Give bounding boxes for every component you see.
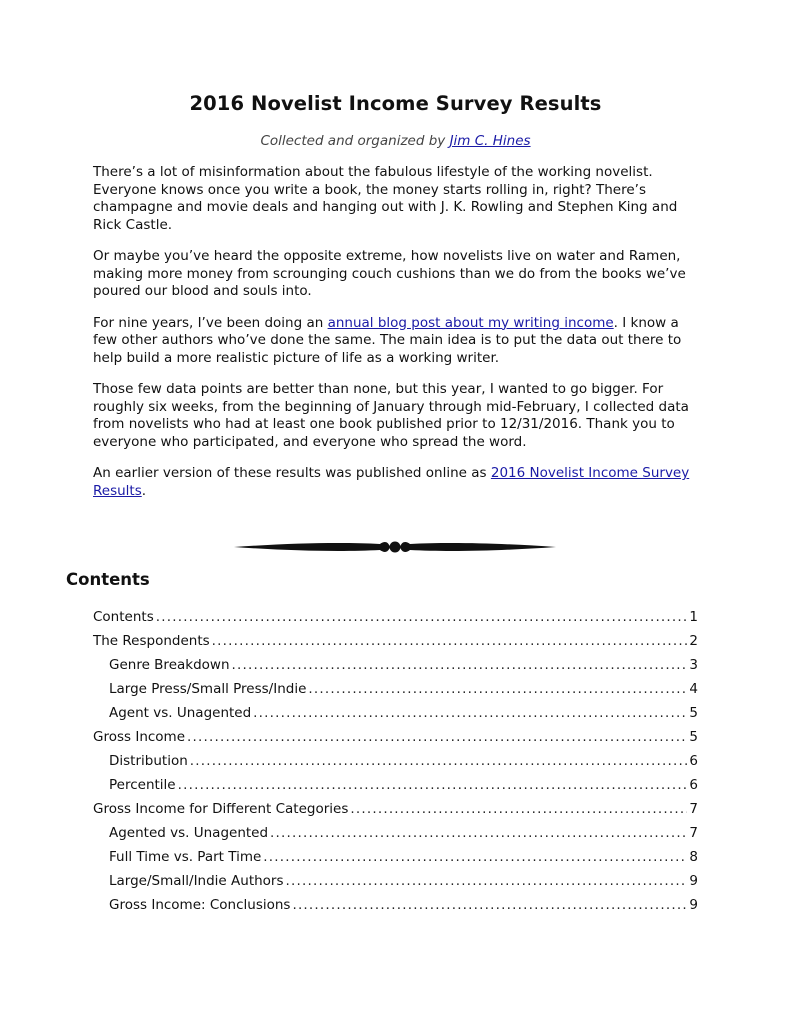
toc-entry-label: Percentile	[109, 777, 176, 793]
toc-entry-page: 7	[689, 801, 698, 817]
toc-entry-label: Agented vs. Unagented	[109, 825, 269, 841]
toc-entry-page: 1	[689, 609, 698, 625]
toc-entry-label: Full Time vs. Part Time	[109, 849, 262, 865]
toc-entry-page: 4	[689, 681, 698, 697]
toc-entry-page: 6	[689, 753, 698, 769]
ornamental-divider	[232, 538, 558, 556]
intro-paragraph-2: Or maybe you’ve heard the opposite extreme, how novelists live on water and Ramen, making more money from scrounging couch cushions than we do from the books we’ve poured our blood and souls into.	[93, 248, 686, 299]
toc-dot-leader	[212, 629, 688, 653]
toc-entry[interactable]	[93, 773, 698, 797]
toc-dot-leader	[350, 797, 687, 821]
toc-dot-leader	[232, 653, 688, 677]
toc-entry-page: 9	[689, 897, 698, 913]
toc-entry[interactable]	[93, 893, 698, 917]
toc-entry-page: 2	[689, 633, 698, 649]
intro-p5-before: An earlier version of these results was published online as	[93, 465, 491, 481]
toc-entry[interactable]	[93, 749, 698, 773]
toc-dot-leader	[253, 701, 687, 725]
toc-entry-label: The Respondents	[93, 633, 210, 649]
toc-entry-label: Distribution	[109, 753, 188, 769]
toc-entry[interactable]	[93, 797, 698, 821]
intro-paragraph-4: Those few data points are better than none, but this year, I wanted to go bigger. For roughly six weeks, from the beginning of January through mid-February, I collected data from novelists who had at least one book published prior to 12/31/2016. Thank you to everyone who participated, and everyone who spread the word.	[93, 381, 689, 450]
toc-entry-label: Agent vs. Unagented	[109, 705, 252, 721]
intro-text	[93, 164, 698, 514]
contents-heading: Contents	[66, 570, 150, 589]
intro-paragraph-5	[93, 465, 698, 500]
toc-entry[interactable]	[93, 701, 698, 725]
toc-entry[interactable]	[93, 869, 698, 893]
toc-entry-label: Large Press/Small Press/Indie	[109, 681, 307, 697]
subtitle-prefix: Collected and organized by	[260, 133, 450, 149]
toc-dot-leader	[263, 845, 687, 869]
toc-dot-leader	[178, 773, 688, 797]
toc-entry-label: Gross Income: Conclusions	[109, 897, 291, 913]
intro-p3-after: . I know a few other authors who’ve done the same. The main idea is to put the data out there to help build a more realistic picture of life as a working writer.	[93, 314, 682, 366]
toc-entry[interactable]	[93, 605, 698, 629]
toc-dot-leader	[286, 869, 688, 893]
subtitle	[0, 133, 791, 149]
intro-p3-before: For nine years, I’ve been doing an	[93, 314, 328, 331]
toc-dot-leader	[190, 749, 688, 773]
toc-dot-leader	[156, 605, 688, 629]
toc-entry[interactable]	[93, 821, 698, 845]
toc-entry-page: 5	[689, 705, 698, 721]
toc-entry[interactable]	[93, 629, 698, 653]
table-of-contents	[93, 605, 698, 917]
toc-dot-leader	[308, 677, 687, 701]
toc-entry-label: Genre Breakdown	[109, 657, 230, 673]
blog-post-link[interactable]: annual blog post about my writing income	[327, 314, 614, 331]
intro-paragraph-3	[93, 315, 698, 368]
page-title: 2016 Novelist Income Survey Results	[189, 92, 602, 115]
toc-entry-page: 7	[689, 825, 698, 841]
toc-entry-page: 9	[689, 873, 698, 889]
author-link[interactable]: Jim C. Hines	[449, 133, 531, 149]
toc-entry-page: 8	[689, 849, 698, 865]
toc-entry-label: Contents	[93, 609, 154, 625]
toc-entry[interactable]	[93, 845, 698, 869]
toc-dot-leader	[270, 821, 687, 845]
toc-entry-label: Gross Income for Different Categories	[93, 801, 349, 817]
toc-dot-leader	[292, 893, 687, 917]
intro-p5-after: .	[141, 482, 147, 499]
toc-entry-page: 5	[689, 729, 698, 745]
toc-dot-leader	[187, 725, 687, 749]
toc-entry[interactable]	[93, 677, 698, 701]
toc-entry-page: 6	[689, 777, 698, 793]
toc-entry[interactable]	[93, 653, 698, 677]
survey-results-link[interactable]: 2016 Novelist Income Survey Results	[93, 465, 690, 499]
toc-entry-page: 3	[689, 657, 698, 673]
toc-entry[interactable]	[93, 725, 698, 749]
toc-entry-label: Large/Small/Indie Authors	[109, 873, 284, 889]
toc-entry-label: Gross Income	[93, 729, 186, 745]
intro-paragraph-1: There’s a lot of misinformation about the fabulous lifestyle of the working novelist. Everyone knows once you write a book, the money starts rolling in, right? There’s champagne and movie deals and hanging out with J. K. Rowling and Stephen King and Rick Castle.	[93, 164, 678, 233]
